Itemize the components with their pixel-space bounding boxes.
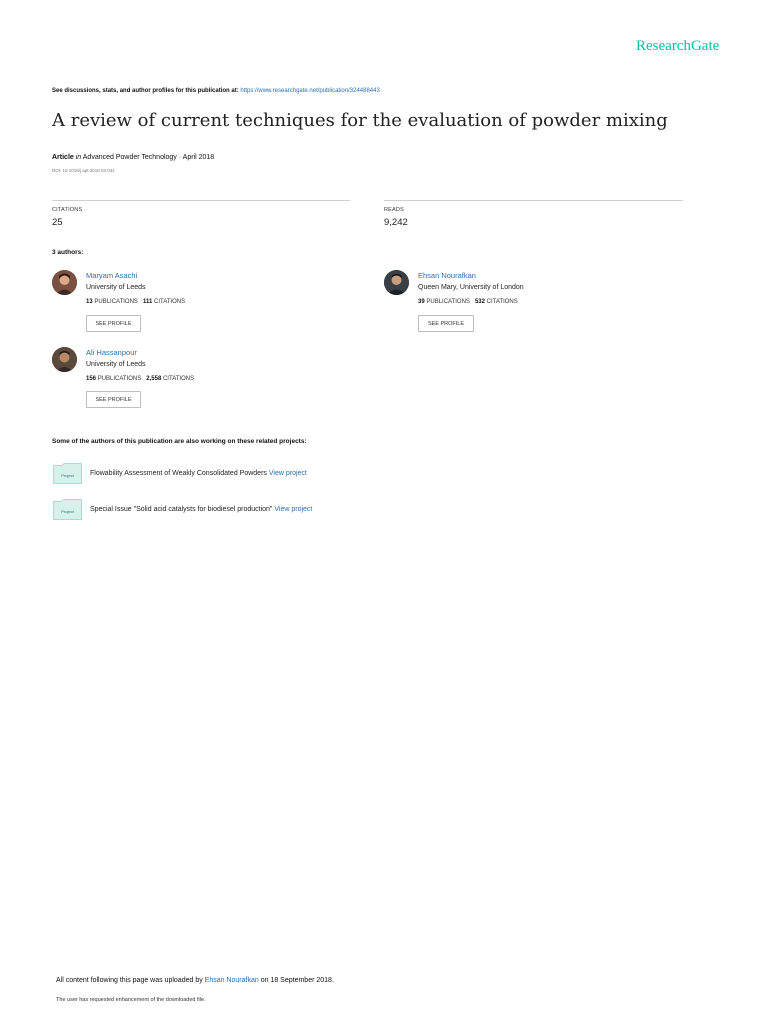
see-profile-button[interactable]: SEE PROFILE [86,315,141,332]
project-item [90,470,307,477]
citations-label: CITATIONS [162,376,195,382]
researchgate-logo[interactable]: ResearchGate [636,38,720,54]
project-title: Special Issue "Solid acid catalysts for biodiesel production" [90,506,273,513]
project-title: Flowability Assessment of Weakly Consolidated Powders [90,470,267,477]
author-avatar[interactable] [52,270,77,295]
publications-label: PUBLICATIONS [426,299,470,305]
citations-label: CITATIONS [486,299,518,305]
reads-value: 9,242 [384,217,408,228]
divider-right [384,200,683,201]
citations-count: 2,558 [146,376,162,382]
citations-label: CITATIONS [52,207,83,213]
publications-count: 13 [86,299,93,305]
journal-name[interactable]: Advanced Powder Technology [82,154,177,161]
enhancement-note: The user has requested enhancement of the downloaded file. [56,997,206,1003]
article-type: Article [52,154,74,161]
author-name-link[interactable]: Ali Hassanpour [86,348,137,357]
view-project-link[interactable]: View project [274,506,313,513]
citations-count: 532 [474,299,485,305]
author-name-link[interactable]: Maryam Asachi [86,271,138,280]
see-profile-button[interactable]: SEE PROFILE [86,391,141,408]
author-stats [418,299,518,305]
author-stats [86,299,185,305]
authors-heading: 3 authors: [52,249,84,256]
publications-count: 39 [418,299,425,305]
see-profile-button[interactable]: SEE PROFILE [418,315,474,332]
publications-label: PUBLICATIONS [94,299,138,305]
citations-value: 25 [52,217,63,228]
doi-text: DOI: 10.1016/j.apt.2018.03.031 [52,168,115,173]
author-affiliation: University of Leeds [86,361,146,368]
publications-count: 156 [86,376,97,382]
project-folder-icon [53,499,82,520]
author-affiliation: Queen Mary, University of London [418,284,524,291]
author-name-link[interactable]: Ehsan Nourafkan [418,271,476,280]
citations-count: 111 [142,299,153,305]
author-photo-icon [384,270,409,295]
author-avatar[interactable] [384,270,409,295]
project-folder-icon [53,463,82,484]
author-avatar[interactable] [52,347,77,372]
publication-meta [52,154,214,161]
citations-label: CITATIONS [153,299,186,305]
author-photo-icon [52,270,77,295]
upload-prefix: All content following this page was uploaded by [56,977,203,984]
upload-statement [56,977,334,984]
publication-date: · April 2018 [178,154,215,161]
in-label: in [75,154,82,161]
author-affiliation: University of Leeds [86,284,146,291]
publication-url-link[interactable]: https://www.researchgate.net/publication/324488443 [240,88,380,94]
divider-left [52,200,350,201]
publication-title: A review of current techniques for the evaluation of powder mixing [52,110,668,131]
project-icon-label: Project [61,509,74,514]
author-stats [86,376,194,382]
uploader-link[interactable]: Ehsan Nourafkan [204,977,259,984]
author-photo-icon [52,347,77,372]
discussion-text: See discussions, stats, and author profiles for this publication at: [52,88,239,94]
project-icon-label: Project [61,473,74,478]
upload-suffix: on 18 September 2018. [260,977,334,984]
reads-label: READS [384,207,404,213]
projects-heading: Some of the authors of this publication are also working on these related projects: [52,438,307,445]
project-item [90,506,312,513]
publications-label: PUBLICATIONS [97,376,142,382]
view-project-link[interactable]: View project [268,470,307,477]
header-line [52,88,380,94]
